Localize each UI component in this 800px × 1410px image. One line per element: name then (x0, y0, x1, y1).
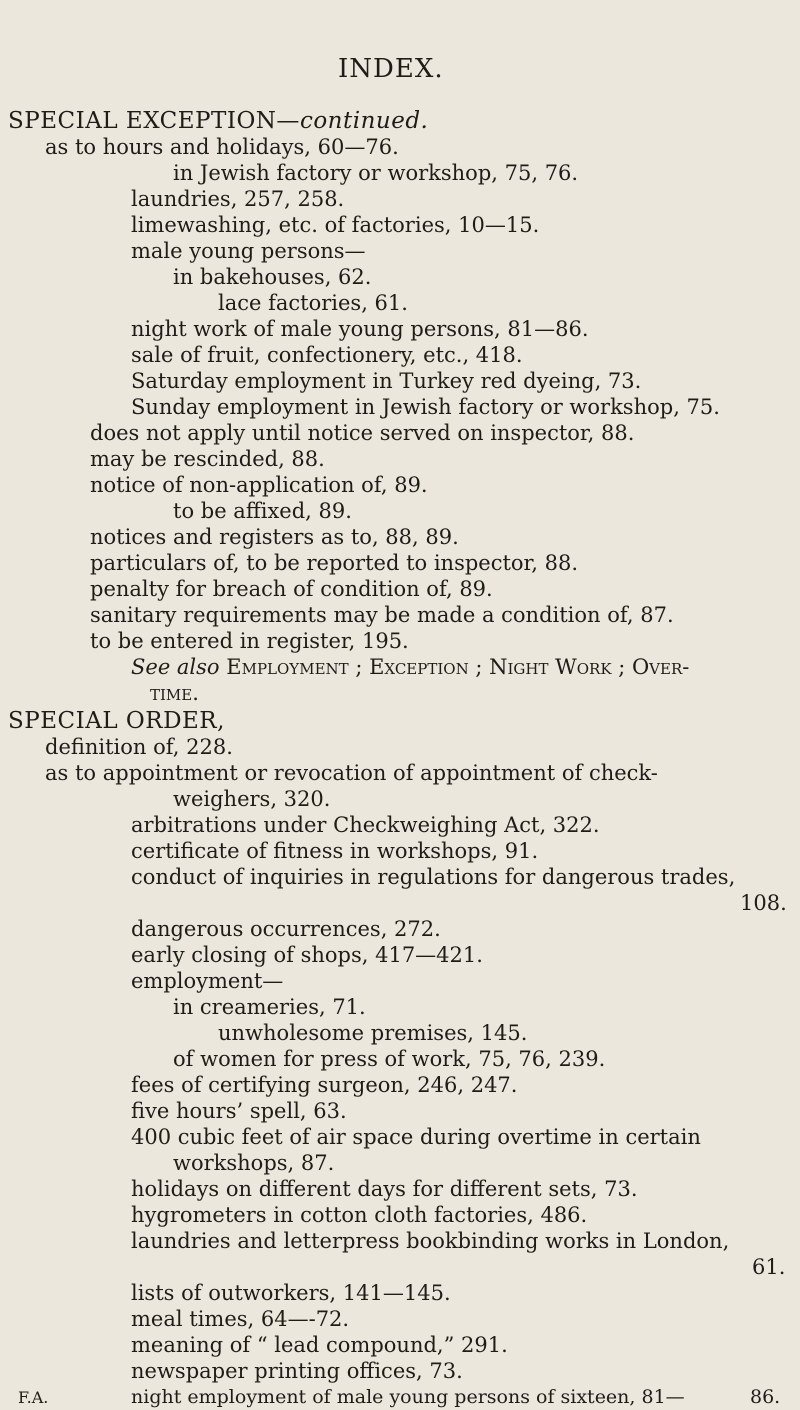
index-entry: particulars of, to be reported to inspector, 88. (90, 551, 579, 575)
index-entry: lists of outworkers, 141—145. (131, 1281, 451, 1305)
index-entry: definition of, 228. (45, 735, 233, 759)
section-heading-special-order: SPECIAL ORDER, (8, 708, 225, 734)
index-entry: in Jewish factory or workshop, 75, 76. (173, 161, 579, 185)
index-entry: notices and registers as to, 88, 89. (90, 525, 459, 549)
index-entry: meal times, 64—-72. (131, 1307, 350, 1331)
see-also-continuation: time. (150, 681, 199, 705)
index-entry: of women for press of work, 75, 76, 239. (173, 1047, 606, 1071)
index-entry: does not apply until notice served on inspector, 88. (90, 421, 635, 445)
index-entry-page-ref: 108. (740, 891, 787, 915)
index-entry: arbitrations under Checkweighing Act, 322. (131, 813, 600, 837)
index-entry: fees of certifying surgeon, 246, 247. (131, 1073, 518, 1097)
index-entry: penalty for breach of condition of, 89. (90, 577, 493, 601)
index-entry: early closing of shops, 417—421. (131, 943, 483, 967)
index-entry: night work of male young persons, 81—86. (131, 317, 589, 341)
index-entry: limewashing, etc. of factories, 10—15. (131, 213, 540, 237)
index-entry: notice of non-application of, 89. (90, 473, 428, 497)
index-entry: Sunday employment in Jewish factory or workshop, 75. (131, 395, 720, 419)
index-entry: workshops, 87. (173, 1151, 335, 1175)
index-entry: lace factories, 61. (218, 291, 408, 315)
index-entry: in creameries, 71. (173, 995, 366, 1019)
index-entry: five hours’ spell, 63. (131, 1099, 347, 1123)
index-entry: conduct of inquiries in regulations for dangerous trades, (131, 865, 736, 889)
index-entry: Saturday employment in Turkey red dyeing, 73. (131, 369, 642, 393)
index-entry: to be entered in register, 195. (90, 629, 409, 653)
see-also-line: See also Employment ; Exception ; Night Work ; Over- (131, 655, 690, 679)
index-entry: laundries, 257, 258. (131, 187, 345, 211)
index-entry-page-ref: 61. (752, 1255, 786, 1279)
index-entry: 400 cubic feet of air space during overtime in certain (131, 1125, 701, 1149)
index-entry: to be affixed, 89. (173, 499, 352, 523)
index-entry: in bakehouses, 62. (173, 265, 372, 289)
index-entry: male young persons— (131, 239, 366, 263)
index-entry: holidays on different days for different sets, 73. (131, 1177, 638, 1201)
index-entry: hygrometers in cotton cloth factories, 486. (131, 1203, 588, 1227)
index-entry: weighers, 320. (173, 787, 331, 811)
index-entry: unwholesome premises, 145. (218, 1021, 528, 1045)
footer-signature: F.A. (18, 1388, 49, 1407)
index-entry: certificate of fitness in workshops, 91. (131, 839, 539, 863)
index-entry: newspaper printing offices, 73. (131, 1359, 463, 1383)
section-heading-special-exception: SPECIAL EXCEPTION—continued. (8, 108, 429, 134)
index-entry: sanitary requirements may be made a condition of, 87. (90, 603, 674, 627)
index-entry: laundries and letterpress bookbinding works in London, (131, 1229, 730, 1253)
index-entry-page-ref: 86. (750, 1386, 781, 1408)
index-entry: night employment of male young persons of sixteen, 81— (131, 1386, 685, 1408)
index-entry: as to hours and holidays, 60—76. (45, 135, 399, 159)
index-entry: dangerous occurrences, 272. (131, 917, 441, 941)
index-entry: employment— (131, 969, 284, 993)
index-entry: sale of fruit, confectionery, etc., 418. (131, 343, 523, 367)
index-entry: meaning of “ lead compound,” 291. (131, 1333, 508, 1357)
page-title: INDEX. (338, 54, 444, 84)
index-entry: may be rescinded, 88. (90, 447, 325, 471)
index-entry: as to appointment or revocation of appointment of check- (45, 761, 658, 785)
